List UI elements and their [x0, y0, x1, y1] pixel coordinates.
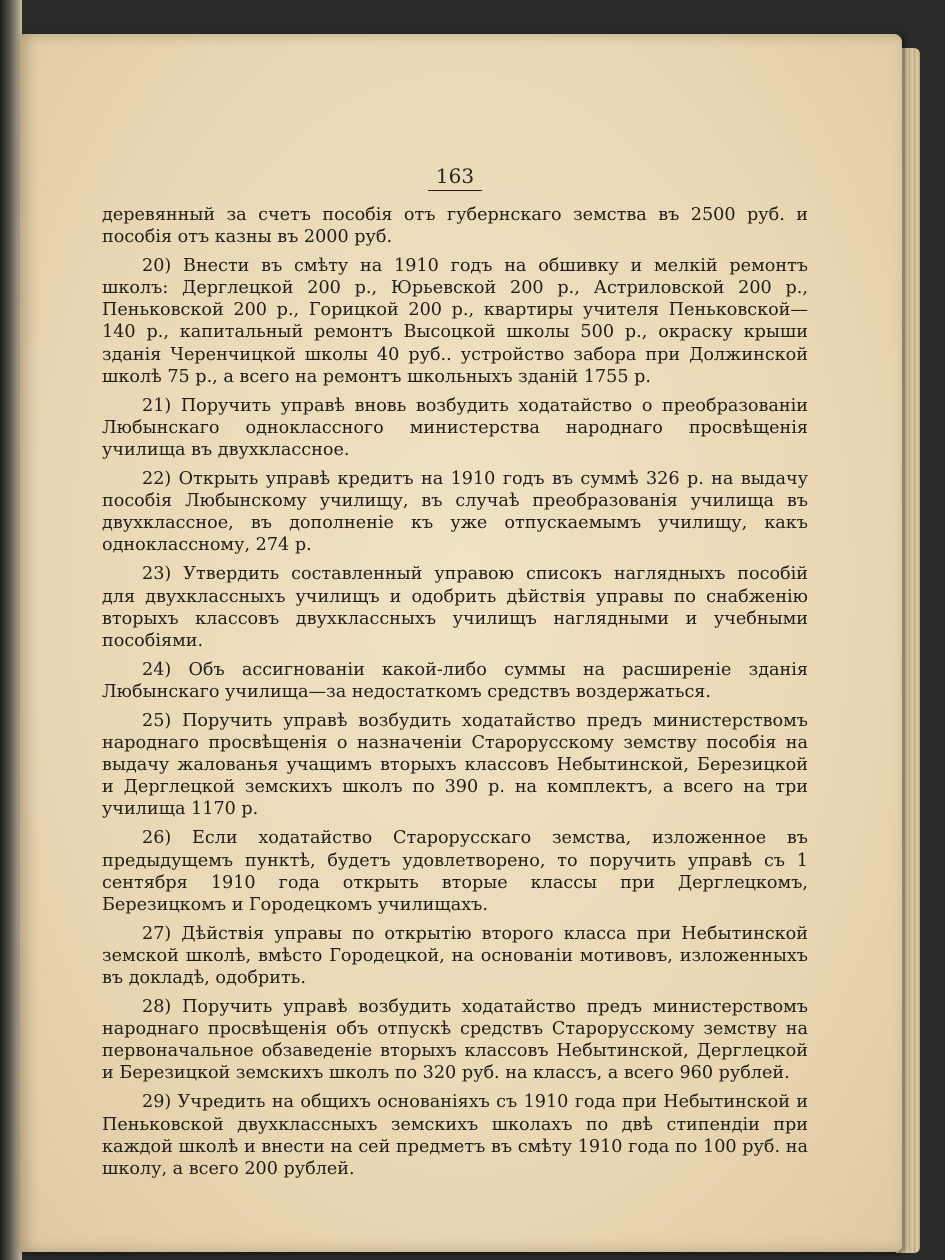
paragraph-item-23: 23) Утвердить составленный управою списокъ наглядныхъ пособій для двухклассныхъ училищъ и одобрить дѣйствія управы по снабженію вторыхъ классовъ двухклассныхъ училищъ наглядными и учебными пособіями. [102, 564, 808, 651]
paragraph-item-25: 25) Поручить управѣ возбудить ходатайство предъ министерствомъ народнаго просвѣщенія о назначеніи Старорусскому земству пособія на выдачу жалованья учащимъ вторыхъ классовъ Небытинской, Березицкой и Дерглецкой земскихъ школъ по 390 р. на комплектъ, а всего на три училища 1170 р. [102, 710, 808, 820]
page-number: 163 [428, 164, 482, 191]
paragraph-item-22: 22) Открыть управѣ кредитъ на 1910 годъ въ суммѣ 326 р. на выдачу пособія Любынскому училищу, въ случаѣ преобразованія училища въ двухклассное, въ дополненіе къ уже отпускаемымъ училищу, какъ одноклассному, 274 р. [102, 469, 808, 556]
paragraph-item-24: 24) Объ ассигнованіи какой-либо суммы на расширеніе зданія Любынскаго училища—за недостаткомъ средствъ воздержаться. [102, 659, 808, 702]
book-page [20, 34, 902, 1252]
paragraph-continuation: деревянный за счетъ пособія отъ губернскаго земства въ 2500 руб. и пособія отъ казны въ 2000 руб. [102, 205, 808, 248]
paragraph-item-20: 20) Внести въ смѣту на 1910 годъ на обшивку и мелкій ремонтъ школъ: Дерглецкой 200 р., Юрьевской 200 р., Астриловской 200 р., Пеньковской 200 р., Горицкой 200 р., квартиры учителя Пеньковской—140 р., капитальный ремонтъ Высоцкой школы 500 р., окраску крыши зданія Черенчицкой школы 40 руб.. устройство забора при Должинской школѣ 75 р., а всего на ремонтъ школьныхъ зданій 1755 р. [102, 256, 808, 387]
paragraph-item-28: 28) Поручить управѣ возбудить ходатайство предъ министерствомъ народнаго просвѣщенія объ отпускѣ средствъ Старорусскому земству на первоначальное обзаведеніе вторыхъ классовъ Небытинской, Дерглецкой и Березицкой земскихъ школъ по 320 руб. на классъ, а всего 960 рублей. [102, 997, 808, 1084]
paragraph-item-29: 29) Учредить на общихъ основаніяхъ съ 1910 года при Небытинской и Пеньковской двухклассныхъ земскихъ школахъ по двѣ стипендіи при каждой школѣ и внести на сей предметъ въ смѣту 1910 года по 100 руб. на школу, а всего 200 рублей. [102, 1092, 808, 1179]
book-binding-edge [0, 0, 22, 1260]
paragraph-item-27: 27) Дѣйствія управы по открытію второго класса при Небытинской земской школѣ, вмѣсто Городецкой, на основаніи мотивовъ, изложенныхъ въ докладѣ, одобрить. [102, 923, 808, 988]
paragraph-item-26: 26) Если ходатайство Старорусскаго земства, изложенное въ предыдущемъ пунктѣ, будетъ удовлетворено, то поручить управѣ съ 1 сентября 1910 года открыть вторые классы при Дерглецкомъ, Березицкомъ и Городецкомъ училищахъ. [102, 828, 808, 915]
paragraph-item-21: 21) Поручить управѣ вновь возбудить ходатайство о преобразованіи Любынскаго одноклассного министерства народнаго просвѣщенія училища въ двухклассное. [102, 395, 808, 460]
page-text [102, 204, 808, 1187]
